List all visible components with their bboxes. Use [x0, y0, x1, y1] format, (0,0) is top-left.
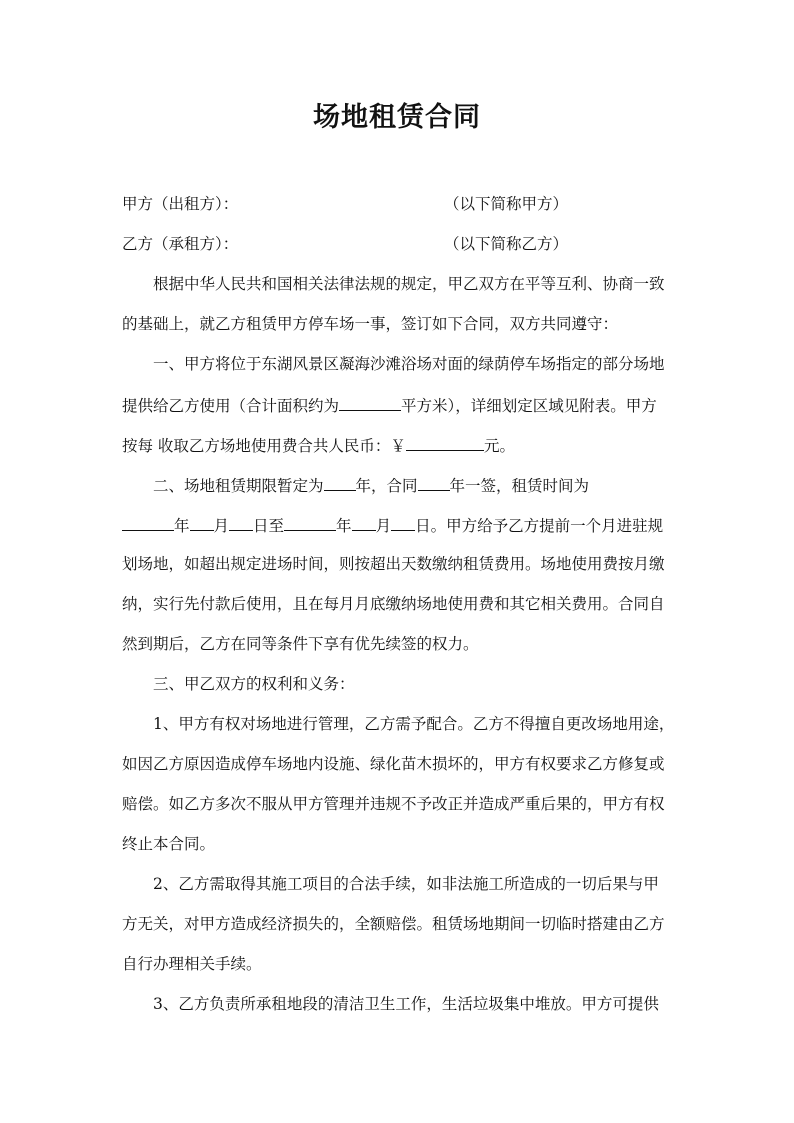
section-2-line-2	[122, 513, 663, 537]
end-month-label: 月	[375, 517, 392, 535]
clause-1-line-4: 终止本合同。	[122, 835, 216, 853]
term-text-c: 年一签，租赁时间为	[449, 477, 590, 495]
clause-3-line-1: 3、乙方负责所承租地段的清洁卫生工作，生活垃圾集中堆放。甲方可提供	[153, 995, 659, 1013]
end-day-blank[interactable]	[391, 513, 415, 531]
party-a-label: 甲方（出租方）：	[122, 195, 239, 213]
end-year-label: 年	[336, 517, 352, 535]
section-2-line-1	[153, 473, 589, 497]
intro-line-2: 的基础上，就乙方租赁甲方停车场一事，签订如下合同，双方共同遵守：	[122, 315, 619, 333]
clause-1-line-2: 如因乙方原因造成停车场地内设施、绿化苗木损坏的，甲方有权要求乙方修复或	[122, 755, 665, 773]
fee-amount-blank[interactable]	[406, 433, 484, 451]
term-text-b: 年，合同	[355, 477, 418, 495]
section-2-line-4: 纳，实行先付款后使用，且在每月月底缴纳场地使用费和其它相关费用。合同自	[122, 595, 665, 613]
section-1-line-3	[122, 433, 515, 457]
party-a-note: （以下简称甲方）	[444, 195, 569, 213]
area-blank[interactable]	[339, 393, 401, 411]
section-2-line-3: 划场地，如超出规定进场时间，则按超出天数缴纳租赁费用。场地使用费按月缴	[122, 555, 665, 573]
intro-line-1: 根据中华人民共和国相关法律法规的规定，甲乙双方在平等互利、协商一致	[153, 275, 665, 293]
clause-2-line-2: 方无关，对甲方造成经济损失的，全额赔偿。租赁场地期间一切临时搭建由乙方	[122, 915, 665, 933]
fee-text: 按每 收取乙方场地使用费合共人民币：￥	[122, 437, 406, 455]
section-2-line-5: 然到期后，乙方在同等条件下享有优先续签的权力。	[122, 635, 479, 653]
start-year-blank[interactable]	[122, 513, 174, 531]
clause-1-line-3: 赔偿。如乙方多次不服从甲方管理并违规不予改正并造成严重后果的，甲方有权	[122, 795, 665, 813]
end-day-text: 日。甲方给予乙方提前一个月进驻规	[415, 517, 664, 535]
section-1-text-a: 提供给乙方使用（合计面积约为	[122, 397, 340, 415]
section-1-line-1: 一、甲方将位于东湖风景区凝海沙滩浴场对面的绿荫停车场指定的部分场地	[153, 355, 665, 373]
document-title: 场地租赁合同	[313, 102, 481, 133]
clause-2-line-1: 2、乙方需取得其施工项目的合法手续，如非法施工所造成的一切后果与甲	[153, 875, 659, 893]
term-text-a: 二、场地租赁期限暂定为	[153, 477, 324, 495]
term-years-blank[interactable]	[324, 473, 356, 491]
end-year-blank[interactable]	[284, 513, 336, 531]
clause-2-line-3: 自行办理相关手续。	[122, 955, 262, 973]
contract-years-blank[interactable]	[418, 473, 450, 491]
fee-unit: 元。	[483, 437, 515, 455]
section-1-text-b: 平方米），详细划定区域见附表。甲方	[401, 397, 657, 415]
start-month-blank[interactable]	[190, 513, 214, 531]
party-b-label: 乙方（承租方）：	[122, 235, 239, 253]
start-day-label: 日至	[253, 517, 285, 535]
start-month-label: 月	[213, 517, 230, 535]
start-day-blank[interactable]	[229, 513, 253, 531]
start-year-label: 年	[174, 517, 190, 535]
section-1-line-2	[122, 393, 657, 417]
end-month-blank[interactable]	[352, 513, 376, 531]
party-b-note: （以下简称乙方）	[444, 235, 569, 253]
clause-1-line-1: 1、甲方有权对场地进行管理，乙方需予配合。乙方不得擅自更改场地用途，	[153, 715, 675, 733]
section-3-heading: 三、甲乙双方的权利和义务：	[153, 675, 355, 693]
